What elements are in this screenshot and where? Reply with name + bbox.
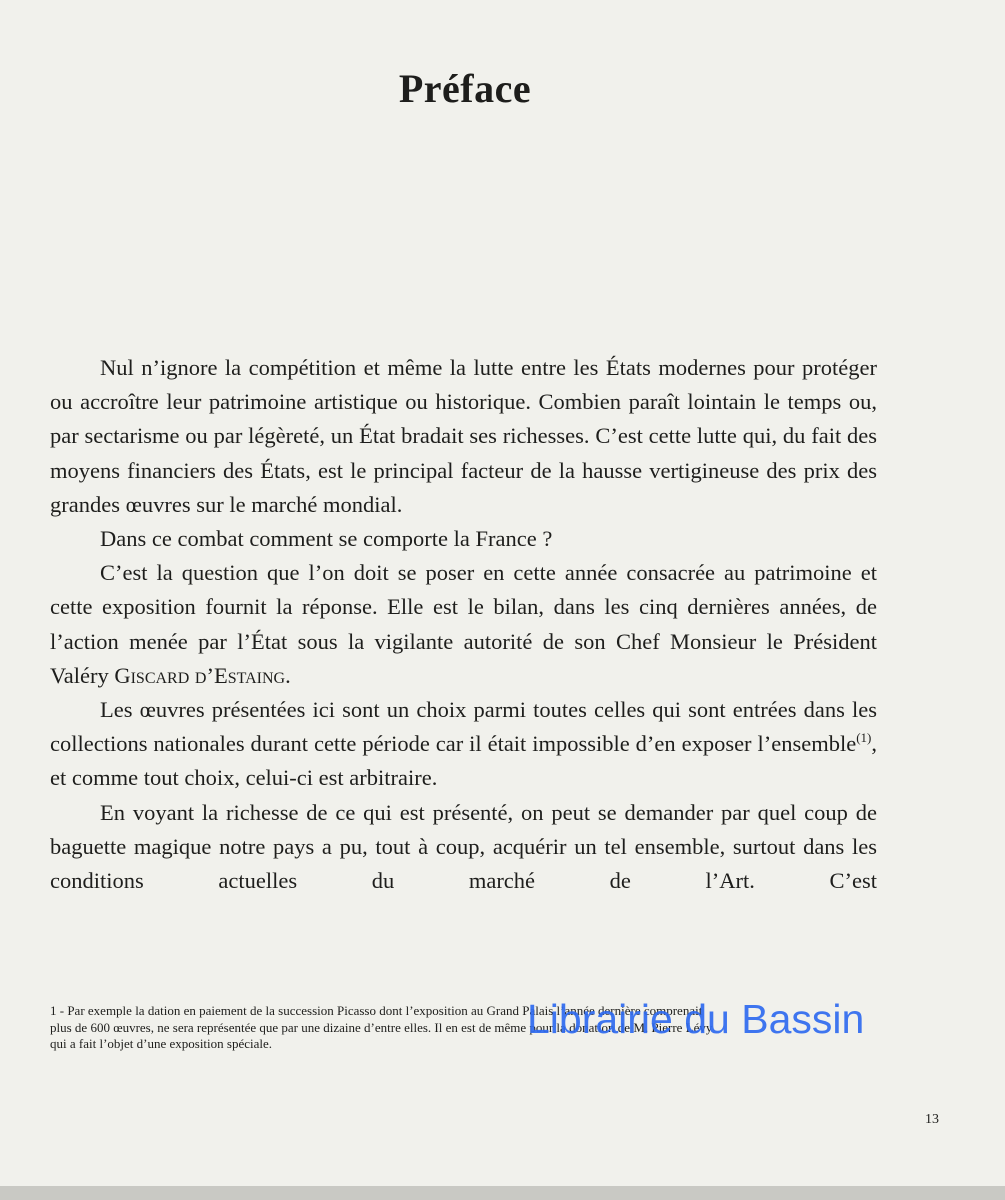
paragraph-5: En voyant la richesse de ce qui est présenté, on peut se demander par quel coup de baguette magique notre pays a pu, tout à coup, acquérir un tel ensemble, surtout dans les conditions actuelles du marché de l’Art. C’est xyxy=(50,799,877,894)
president-name: Giscard d’Estaing xyxy=(114,662,286,688)
paragraph-3-end: . xyxy=(285,662,291,688)
paragraph-2: Dans ce combat comment se comporte la France ? xyxy=(100,526,553,552)
body-text xyxy=(50,351,877,898)
watermark: Librairie du Bassin xyxy=(527,996,865,1042)
footnote-line-1: 1 - Par exemple la dation en paiement de la succession Picasso dont l’exposition au Grand Palais l’année dernière comprenait xyxy=(50,1003,703,1018)
page-edge xyxy=(0,1186,1005,1200)
footnote-line-2: plus de 600 œuvres, ne sera représentée que par une dizaine d’entre elles. Il en est de même pour la donation de M. Pierre Lévy xyxy=(50,1019,713,1035)
paragraph-4-text: Les œuvres présentées ici sont un choix parmi toutes celles qui sont entrées dans les collections nationales durant cette période car il était impossible d’en exposer l’ensemble xyxy=(50,697,877,757)
page-number: 13 xyxy=(925,1112,939,1127)
paragraph-4 xyxy=(50,693,877,796)
paragraph-1: Nul n’ignore la compétition et même la lutte entre les États modernes pour protéger ou accroître leur patrimoine artistique ou historique. Combien paraît lointain le temps ou, par sectarisme ou par légèreté, un État bradait ses richesses. C’est cette lutte qui, du fait des moyens financiers des États, est le principal facteur de la hausse vertigineuse des prix des grandes œuvres sur le marché mondial. xyxy=(50,355,877,517)
paragraph-3-text: C’est la question que l’on doit se poser en cette année consacrée au patrimoine et cette exposition fournit la réponse. Elle est le bilan, dans les cinq dernières années, de l’action menée par l’État sous la vigilante autorité de son Chef Monsieur le Président Valéry xyxy=(50,560,877,688)
paragraph-3 xyxy=(50,556,877,693)
footnote-reference: (1) xyxy=(856,730,872,746)
paragraph-4-end: , et comme tout choix, celui-ci est arbitraire. xyxy=(50,731,877,791)
footnote-line-3: qui a fait l’objet d’une exposition spéciale. xyxy=(50,1036,273,1051)
page-title: Préface xyxy=(398,65,532,111)
